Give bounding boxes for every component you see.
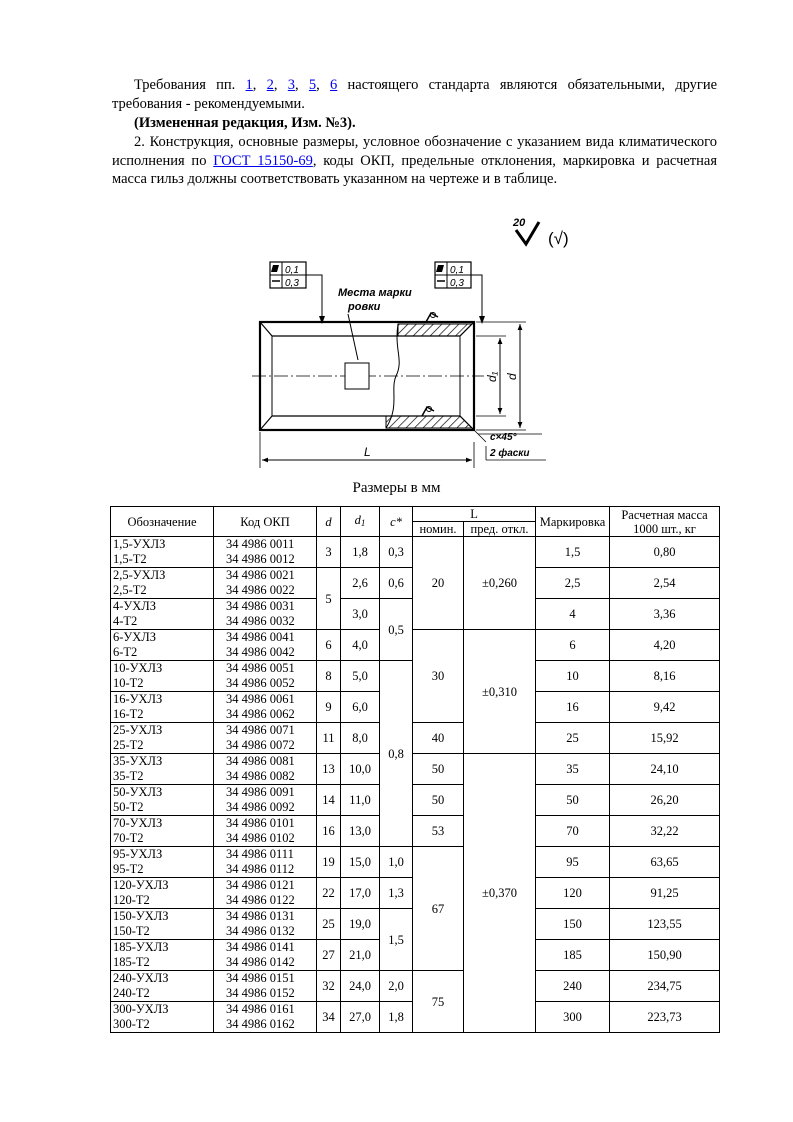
header-designation: Обозначение — [111, 507, 214, 537]
requirements-paragraph: Требования пп. 1, 2, 3, 5, 6 настоящего стандарта являются обязательными, другие требования - рекомендуемыми. — [112, 77, 718, 112]
mass-cell: 8,16 — [610, 661, 720, 692]
okp-code-cell: 34 4986 0091 34 4986 0092 — [214, 785, 317, 816]
mass-cell: 150,90 — [610, 940, 720, 971]
d-cell: 3 — [317, 537, 341, 568]
c-cell: 0,5 — [380, 599, 413, 661]
header-L-nom: номин. — [413, 522, 464, 537]
marking-cell: 50 — [536, 785, 610, 816]
ref-link-6[interactable]: 6 — [330, 77, 338, 93]
roughness-icon — [512, 217, 569, 248]
mass-cell: 4,20 — [610, 630, 720, 661]
dim-d1-label: d₁ — [485, 371, 499, 382]
marking-cell: 6 — [536, 630, 610, 661]
okp-code-cell: 34 4986 0031 34 4986 0032 — [214, 599, 317, 630]
table-row — [111, 723, 720, 754]
marking-cell: 16 — [536, 692, 610, 723]
tol-cell: ±0,310 — [464, 630, 536, 754]
L-cell: 20 — [413, 537, 464, 630]
d-cell: 11 — [317, 723, 341, 754]
okp-code-cell: 34 4986 0161 34 4986 0162 — [214, 1002, 317, 1033]
mass-cell: 123,55 — [610, 909, 720, 940]
marking-label-line1: Места марки — [338, 287, 412, 299]
mass-cell: 234,75 — [610, 971, 720, 1002]
designation-cell: 300-УХЛЗ 300-Т2 — [111, 1002, 214, 1033]
header-mass: Расчетная масса 1000 шт., кг — [610, 507, 720, 537]
designation-cell: 10-УХЛЗ 10-Т2 — [111, 661, 214, 692]
designation-cell: 35-УХЛЗ 35-Т2 — [111, 754, 214, 785]
d1-cell: 11,0 — [341, 785, 380, 816]
okp-code-cell: 34 4986 0081 34 4986 0082 — [214, 754, 317, 785]
table-row — [111, 537, 720, 568]
amendment-note: (Измененная редакция, Изм. №3). — [134, 115, 356, 131]
d-cell: 32 — [317, 971, 341, 1002]
marking-cell: 240 — [536, 971, 610, 1002]
marking-cell: 35 — [536, 754, 610, 785]
designation-cell: 16-УХЛЗ 16-Т2 — [111, 692, 214, 723]
d1-cell: 6,0 — [341, 692, 380, 723]
header-okp: Код ОКП — [214, 507, 317, 537]
d-cell: 6 — [317, 630, 341, 661]
header-d1: $d_1$ — [341, 507, 380, 537]
d-cell: 19 — [317, 847, 341, 878]
svg-text:0,3: 0,3 — [285, 278, 299, 289]
ref-link-1[interactable]: 1 — [245, 77, 253, 93]
mass-cell: 0,80 — [610, 537, 720, 568]
svg-text:0,1: 0,1 — [450, 265, 464, 276]
c-cell: 2,0 — [380, 971, 413, 1002]
d-cell: 14 — [317, 785, 341, 816]
marking-cell: 185 — [536, 940, 610, 971]
L-cell: 53 — [413, 816, 464, 847]
mass-cell: 3,36 — [610, 599, 720, 630]
table-caption: Размеры в мм — [352, 480, 441, 496]
c-cell: 0,3 — [380, 537, 413, 568]
okp-code-cell: 34 4986 0131 34 4986 0132 — [214, 909, 317, 940]
designation-cell: 1,5-УХЛЗ 1,5-Т2 — [111, 537, 214, 568]
d1-cell: 21,0 — [341, 940, 380, 971]
d1-cell: 27,0 — [341, 1002, 380, 1033]
okp-code-cell: 34 4986 0011 34 4986 0012 — [214, 537, 317, 568]
ref-link-5[interactable]: 5 — [308, 77, 317, 93]
designation-cell: 50-УХЛЗ 50-Т2 — [111, 785, 214, 816]
marking-label-line2: ровки — [348, 301, 381, 313]
table-row — [111, 754, 720, 785]
gost-link[interactable]: ГОСТ 15150-69 — [213, 152, 313, 169]
d1-cell: 24,0 — [341, 971, 380, 1002]
d1-cell: 3,0 — [341, 599, 380, 630]
table-row — [111, 816, 720, 847]
marking-cell: 95 — [536, 847, 610, 878]
d1-cell: 2,6 — [341, 568, 380, 599]
d-cell: 16 — [317, 816, 341, 847]
tolerance-frame-right — [435, 262, 485, 324]
mass-cell: 9,42 — [610, 692, 720, 723]
mass-cell: 91,25 — [610, 878, 720, 909]
roughness-symbol: (√) — [548, 229, 569, 248]
chamfer-count-label: 2 фаски — [490, 448, 530, 459]
header-L: L — [413, 507, 536, 522]
mass-cell: 15,92 — [610, 723, 720, 754]
L-cell: 75 — [413, 971, 464, 1033]
okp-code-cell: 34 4986 0101 34 4986 0102 — [214, 816, 317, 847]
d-cell: 13 — [317, 754, 341, 785]
d-cell: 34 — [317, 1002, 341, 1033]
tol-cell: ±0,370 — [464, 754, 536, 1033]
okp-code-cell: 34 4986 0041 34 4986 0042 — [214, 630, 317, 661]
c-cell: 1,8 — [380, 1002, 413, 1033]
okp-code-cell: 34 4986 0111 34 4986 0112 — [214, 847, 317, 878]
L-cell: 40 — [413, 723, 464, 754]
svg-text:0,1: 0,1 — [285, 265, 299, 276]
header-marking: Маркировка — [536, 507, 610, 537]
c-cell: 1,3 — [380, 878, 413, 909]
d1-cell: 15,0 — [341, 847, 380, 878]
mass-cell: 26,20 — [610, 785, 720, 816]
designation-cell: 120-УХЛЗ 120-Т2 — [111, 878, 214, 909]
L-cell: 50 — [413, 785, 464, 816]
marking-cell: 150 — [536, 909, 610, 940]
marking-cell: 10 — [536, 661, 610, 692]
designation-cell: 6-УХЛЗ 6-Т2 — [111, 630, 214, 661]
marking-place — [345, 363, 369, 389]
designation-cell: 185-УХЛЗ 185-Т2 — [111, 940, 214, 971]
marking-cell: 300 — [536, 1002, 610, 1033]
d1-cell: 19,0 — [341, 909, 380, 940]
d1-cell: 4,0 — [341, 630, 380, 661]
table-row — [111, 847, 720, 878]
table-row — [111, 785, 720, 816]
d1-cell: 8,0 — [341, 723, 380, 754]
L-cell: 67 — [413, 847, 464, 971]
designation-cell: 95-УХЛЗ 95-Т2 — [111, 847, 214, 878]
designation-cell: 150-УХЛЗ 150-Т2 — [111, 909, 214, 940]
table-row — [111, 630, 720, 661]
table-row — [111, 971, 720, 1002]
sleeve-drawing — [250, 210, 590, 472]
d1-cell: 10,0 — [341, 754, 380, 785]
c-cell: 0,8 — [380, 661, 413, 847]
okp-code-cell: 34 4986 0071 34 4986 0072 — [214, 723, 317, 754]
c-cell: 1,5 — [380, 909, 413, 971]
d1-cell: 13,0 — [341, 816, 380, 847]
c-cell: 1,0 — [380, 847, 413, 878]
okp-code-cell: 34 4986 0151 34 4986 0152 — [214, 971, 317, 1002]
table-body — [111, 537, 720, 1033]
ref-link-2[interactable]: 2 — [266, 77, 274, 93]
construction-paragraph: 2. Конструкция, основные размеры, условное обозначение с указанием вида климатического исполнения по ГОСТ 15150-69, коды ОКП, предельные отклонения, маркировка и расчетная масса гильз должны соответствовать указанном на чертеже и в таблице. — [112, 134, 718, 187]
okp-code-cell: 34 4986 0021 34 4986 0022 — [214, 568, 317, 599]
roughness-value: 20 — [513, 217, 526, 229]
d-cell: 5 — [317, 568, 341, 630]
d-cell: 22 — [317, 878, 341, 909]
L-cell: 50 — [413, 754, 464, 785]
hatch-top — [398, 324, 472, 336]
mass-cell: 32,22 — [610, 816, 720, 847]
okp-code-cell: 34 4986 0051 34 4986 0052 — [214, 661, 317, 692]
d1-cell: 1,8 — [341, 537, 380, 568]
d-cell: 8 — [317, 661, 341, 692]
marking-cell: 4 — [536, 599, 610, 630]
d-cell: 9 — [317, 692, 341, 723]
designation-cell: 4-УХЛЗ 4-Т2 — [111, 599, 214, 630]
d1-cell: 5,0 — [341, 661, 380, 692]
tolerance-frame-left — [270, 262, 325, 324]
okp-code-cell: 34 4986 0121 34 4986 0122 — [214, 878, 317, 909]
marking-cell: 2,5 — [536, 568, 610, 599]
ref-link-3[interactable]: 3 — [287, 77, 296, 93]
c-cell: 0,6 — [380, 568, 413, 599]
designation-cell: 25-УХЛЗ 25-Т2 — [111, 723, 214, 754]
okp-code-cell: 34 4986 0061 34 4986 0062 — [214, 692, 317, 723]
hatch-bottom — [386, 416, 472, 428]
mass-cell: 2,54 — [610, 568, 720, 599]
d-cell: 25 — [317, 909, 341, 940]
designation-cell: 70-УХЛЗ 70-Т2 — [111, 816, 214, 847]
tol-cell: ±0,260 — [464, 537, 536, 630]
designation-cell: 240-УХЛЗ 240-Т2 — [111, 971, 214, 1002]
header-L-tol: пред. откл. — [464, 522, 536, 537]
marking-cell: 120 — [536, 878, 610, 909]
mass-cell: 24,10 — [610, 754, 720, 785]
designation-cell: 2,5-УХЛЗ 2,5-Т2 — [111, 568, 214, 599]
svg-text:0,3: 0,3 — [450, 278, 464, 289]
okp-code-cell: 34 4986 0141 34 4986 0142 — [214, 940, 317, 971]
header-c: c* — [380, 507, 413, 537]
d1-cell: 17,0 — [341, 878, 380, 909]
sleeve-dimensions-table — [110, 506, 720, 1033]
chamfer-label: с×45° — [490, 432, 517, 443]
dim-d-label: d — [505, 373, 519, 380]
d-cell: 27 — [317, 940, 341, 971]
L-cell: 30 — [413, 630, 464, 723]
mass-cell: 63,65 — [610, 847, 720, 878]
dim-L-label: L — [364, 445, 371, 459]
header-d: d — [317, 507, 341, 537]
marking-cell: 25 — [536, 723, 610, 754]
mass-cell: 223,73 — [610, 1002, 720, 1033]
marking-cell: 70 — [536, 816, 610, 847]
marking-cell: 1,5 — [536, 537, 610, 568]
